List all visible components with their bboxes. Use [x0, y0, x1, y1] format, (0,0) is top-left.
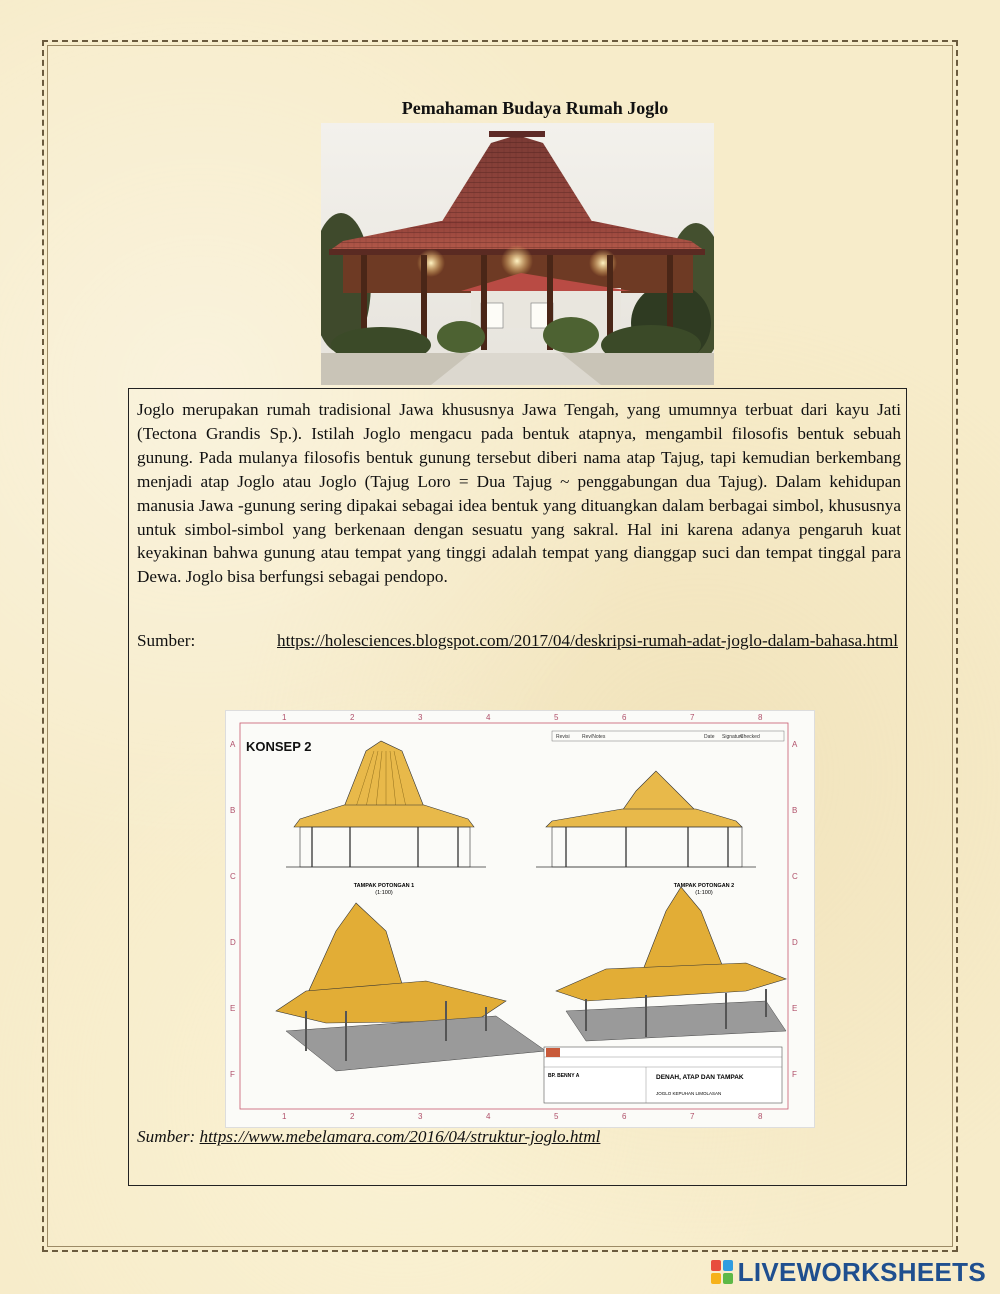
- grid-col-label: 3: [418, 1112, 423, 1121]
- section-1-scale: (1:100): [375, 890, 393, 896]
- revision-header-cell: Rev/Notes: [582, 734, 606, 740]
- title-block-sub: JOGLO KEPUHAN LIMOLASAN: [656, 1091, 722, 1096]
- grid-row-label: C: [792, 872, 798, 881]
- grid-col-label: 5: [554, 1112, 559, 1121]
- revision-header-cell: Revisi: [556, 734, 570, 740]
- grid-row-label: F: [230, 1070, 235, 1079]
- grid-col-label: 4: [486, 1112, 491, 1121]
- revision-header-cell: Date: [704, 734, 715, 740]
- grid-col-label: 7: [690, 713, 695, 722]
- title-block-author: BP. BENNY A: [548, 1073, 580, 1079]
- source-1: [137, 629, 901, 653]
- grid-col-label: 2: [350, 1112, 355, 1121]
- revision-header-cell: Signature: [722, 734, 744, 740]
- grid-row-label: B: [230, 806, 236, 815]
- source-2-link[interactable]: https://www.mebelamara.com/2016/04/struktur-joglo.html: [199, 1127, 601, 1146]
- grid-col-label: 5: [554, 713, 559, 722]
- section-1-label: TAMPAK POTONGAN 1: [353, 883, 415, 889]
- grid-col-label: 7: [690, 1112, 695, 1121]
- revision-header-cell: Checked: [740, 734, 760, 740]
- source-1-label: Sumber:: [137, 631, 196, 650]
- section-2-label: TAMPAK POTONGAN 2: [673, 883, 735, 889]
- source-2-label: Sumber:: [137, 1127, 196, 1146]
- grid-col-label: 6: [622, 713, 627, 722]
- liveworksheets-brand: [711, 1258, 986, 1286]
- grid-row-label: D: [230, 938, 236, 947]
- grid-col-label: 4: [486, 713, 491, 722]
- grid-col-label: 2: [350, 713, 355, 722]
- page-title: Pemahaman Budaya Rumah Joglo: [401, 98, 669, 118]
- source-2: [137, 1127, 600, 1147]
- joglo-photo: [321, 123, 714, 385]
- grid-col-label: 3: [418, 713, 423, 722]
- title-block: [544, 1047, 782, 1103]
- liveworksheets-logo-icon: [711, 1260, 733, 1284]
- section-2-scale: (1:100): [695, 890, 713, 896]
- grid-col-label: 6: [622, 1112, 627, 1121]
- grid-row-label: A: [230, 740, 236, 749]
- grid-col-label: 8: [758, 1112, 763, 1121]
- joglo-description: Joglo merupakan rumah tradisional Jawa khususnya Jawa Tengah, yang umumnya terbuat dari kayu Jati (Tectona Grandis Sp.). Istilah Joglo mengacu pada bentuk atapnya, mengambil filosofis bentuk sebuah gunung. Pada mulanya filosofis bentuk gunung tersebut diberi nama atap Tajug, tapi kemudian berkembang menjadi atap Joglo atau Joglo (Tajug Loro = Dua Tajug ~ penggabungan dua Tajug). Dalam kehidupan manusia Jawa -gunung sering dipakai sebagai idea bentuk yang dituangkan dalam berbagai simbol, khususnya untuk simbol-simbol yang berkenaan dengan sesuatu yang sakral. Hal ini karena adanya pengaruh kuat keyakinan bahwa gunung atau tempat yang tinggi adalah tempat yang dianggap suci dan tempat tinggal para Dewa. Joglo bisa berfungsi sebagai pendopo.: [137, 400, 901, 587]
- grid-row-label: B: [792, 806, 798, 815]
- title-block-main: DENAH, ATAP DAN TAMPAK: [656, 1074, 744, 1081]
- drawing-heading: KONSEP 2: [246, 739, 312, 754]
- joglo-structure-drawing: [225, 710, 815, 1128]
- brand-name: LIVEWORKSHEETS: [737, 1256, 986, 1287]
- grid-row-label: E: [792, 1004, 798, 1013]
- grid-row-label: A: [792, 740, 798, 749]
- grid-col-label: 1: [282, 713, 287, 722]
- grid-row-label: C: [230, 872, 236, 881]
- grid-row-label: F: [792, 1070, 797, 1079]
- grid-row-label: E: [230, 1004, 236, 1013]
- grid-row-label: D: [792, 938, 798, 947]
- source-1-link[interactable]: https://holesciences.blogspot.com/2017/04/deskripsi-rumah-adat-joglo-dalam-bahasa.html: [277, 631, 898, 650]
- content-box: [128, 388, 907, 1186]
- grid-col-label: 1: [282, 1112, 287, 1121]
- grid-col-label: 8: [758, 713, 763, 722]
